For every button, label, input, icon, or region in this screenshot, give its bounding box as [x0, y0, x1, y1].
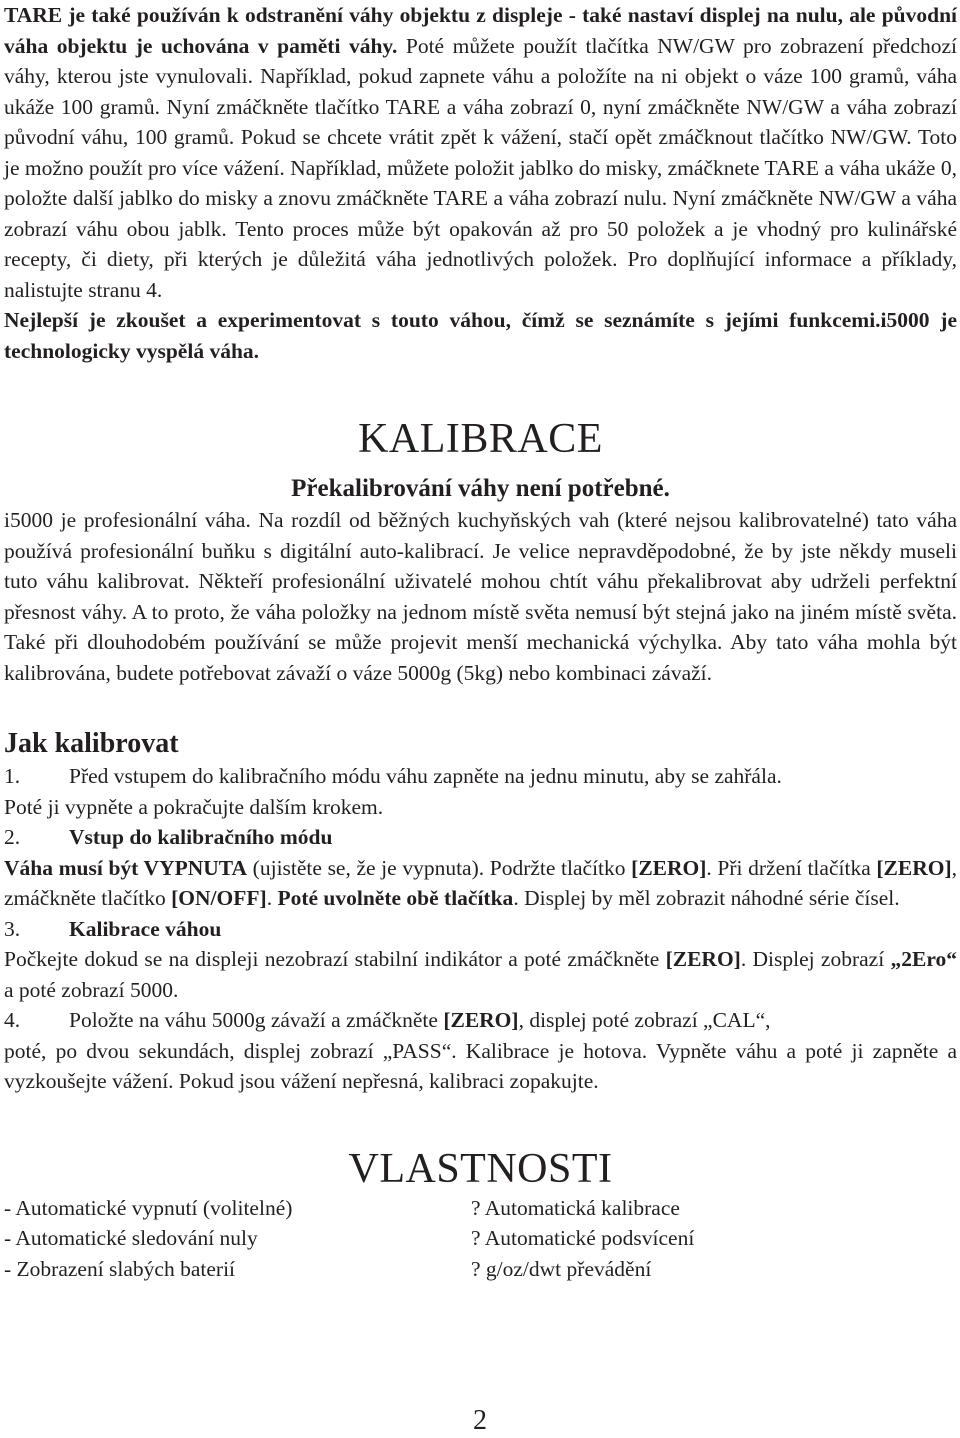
step-2-number: 2.: [4, 825, 21, 849]
step-4-continuation: poté, po dvou sekundách, displej zobrazí „PASS“. Kalibrace je hotova. Vypněte váhu a poté ji zapněte a vyzkoušejte vážení. Pokud jsou vážení nepřesná, kalibraci zopakujte.: [4, 1038, 957, 1093]
step-2-text-d: .: [266, 886, 278, 910]
step-4-text: [69, 1005, 771, 1036]
step-3-2ero-display: „2Ero“: [890, 947, 957, 971]
step-2-text-e: . Displej by měl zobrazit náhodné série čísel.: [513, 886, 900, 910]
step-3: [4, 914, 957, 945]
document-page: [4, 0, 957, 1284]
step-3-text-c: a poté zobrazí 5000.: [4, 977, 179, 1002]
features-list: [4, 1193, 957, 1285]
kalibrace-body: i5000 je profesionální váha. Na rozdíl od běžných kuchyňských vah (které nejsou kalibrovatelné) tato váha používá profesionální buňku s digitální auto-kalibrací. Je velice nepravděpodobné, že by jste někdy museli tuto váhu kalibrovat. Někteří profesionální uživatelé mohou chtít váhu překalibrovat aby udrželi perfektní přesnost váhy. A to proto, že váha položky na jednom místě světa nemusí být stejná jako na jiném místě světa. Také při dlouhodobém používání se může projevit menší mechanická výchylka. Aby tato váha mohla být kalibrována, budete potřebovat závaží o váze 5000g (5kg) nebo kombinaci závaží.: [4, 508, 957, 685]
step-1-number: 1.: [4, 764, 21, 788]
intro-bold-end: Nejlepší je zkoušet a experimentovat s touto váhou, čímž se seznámíte s jejími funkcemi.i5000 je technologicky vyspělá váha.: [4, 308, 957, 363]
step-2-text-a: (ujistěte se, že je vypnuta). Podržte tlačítko: [247, 855, 632, 880]
step-2-paragraph: [4, 853, 957, 914]
step-2-text-b: . Při držení tlačítka: [706, 855, 877, 880]
step-2-onoff-key: [ON/OFF]: [171, 886, 267, 910]
step-4-text-a: Položte na váhu 5000g závaží a zmáčkněte: [69, 1008, 444, 1032]
step-4: [4, 1005, 957, 1036]
features-right-column: [471, 1193, 957, 1285]
step-2-zero-key-2: [ZERO]: [876, 855, 952, 880]
vlastnosti-heading: VLASTNOSTI: [348, 1145, 613, 1192]
intro-bold-lead: TARE je také používán k odstranění váhy objektu z displeje - také nastaví displej na nulu, ale původní váha objektu je uchována v paměti váhy.: [4, 3, 957, 58]
intro-body: Poté můžete použít tlačítka NW/GW pro zobrazení předchozí váhy, kterou jste vynulovali. Například, pokud zapnete váhu a položíte na ni objekt o váze 100 gramů, váha ukáže 100 gramů. Nyní zmáčkněte tlačítko TARE a váha zobrazí 0, nyní zmáčkněte NW/GW a váha zobrazí původní váhu, 100 gramů. Pokud se chcete vrátit zpět k vážení, stačí opět zmáčknout tlačítko NW/GW. Toto je možno použít pro více vážení. Například, můžete položit jablko do misky, zmáčknete TARE a váha ukáže 0, položte další jablko do misky a znovu zmáčkněte TARE a váha zobrazí nulu. Nyní zmáčkněte NW/GW a váha zobrazí váhu obou jablk. Tento proces může být opakován až pro 50 položek a je vhodný pro kulinářské recepty, či diety, při kterých je důležitá váha jednotlivých položek. Pro doplňující informace a příklady, nalistujte stranu 4.: [4, 33, 958, 302]
step-4-number: 4.: [4, 1008, 21, 1032]
step-1: [4, 761, 957, 792]
step-2-title: Vstup do kalibračního módu: [69, 825, 333, 849]
step-4-zero-key: [ZERO]: [443, 1008, 519, 1032]
step-3-paragraph: [4, 944, 957, 1005]
step-2-bold-warning: Váha musí být VYPNUTA: [4, 855, 248, 880]
step-1-continuation: Poté ji vypněte a pokračujte dalším krokem.: [4, 794, 384, 819]
feature-item: ? Automatické podsvícení: [471, 1226, 695, 1250]
feature-item: - Zobrazení slabých baterií: [4, 1256, 236, 1281]
feature-item: ? Automatická kalibrace: [471, 1195, 680, 1220]
step-2-zero-key-1: [ZERO]: [631, 855, 707, 880]
step-3-zero-key: [ZERO]: [665, 947, 741, 971]
feature-item: - Automatické vypnutí (volitelné): [4, 1195, 293, 1220]
feature-item: ? g/oz/dwt převádění: [471, 1256, 652, 1281]
features-left-column: [4, 1193, 471, 1285]
step-2-release-note: Poté uvolněte obě tlačítka: [277, 886, 514, 910]
step-2-text-c: , zmáčkněte tlačítko: [4, 855, 957, 910]
page-number: 2: [473, 1405, 487, 1436]
step-4-text-b: , displej poté zobrazí „CAL“,: [518, 1008, 771, 1032]
intro-paragraph: [4, 0, 957, 305]
kalibrace-heading: KALIBRACE: [358, 416, 603, 462]
feature-item: - Automatické sledování nuly: [4, 1226, 258, 1250]
step-3-title: Kalibrace váhou: [69, 916, 222, 941]
kalibrace-subtitle: Překalibrování váhy není potřebné.: [291, 475, 670, 502]
jak-kalibrovat-heading: Jak kalibrovat: [4, 728, 179, 759]
step-2: [4, 822, 957, 853]
step-3-number: 3.: [4, 916, 21, 941]
step-3-text-b: . Displej zobrazí: [740, 947, 891, 971]
step-1-text: Před vstupem do kalibračního módu váhu zapněte na jednu minutu, aby se zahřála.: [69, 764, 782, 788]
step-3-text-a: Počkejte dokud se na displeji nezobrazí stabilní indikátor a poté zmáčkněte: [4, 947, 666, 971]
